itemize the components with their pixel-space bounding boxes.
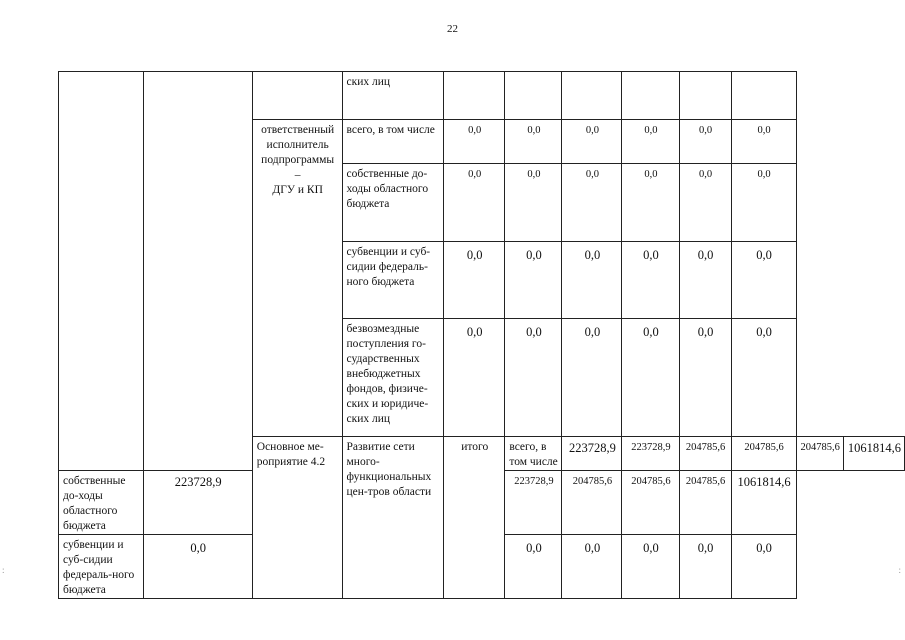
responsible-line: – <box>294 169 301 181</box>
event-label-cell: Основное ме-роприятие 4.2 <box>252 437 342 599</box>
value-cell: 0,0 <box>679 242 731 319</box>
value-cell: 0,0 <box>622 120 679 164</box>
value-cell: 0,0 <box>505 319 562 437</box>
event-name-cell-continued <box>143 72 252 471</box>
value-cell: 204785,6 <box>796 437 843 471</box>
value-cell: 0,0 <box>679 319 731 437</box>
responsible-line: исполнитель <box>266 139 329 151</box>
value-cell: 0,0 <box>731 164 796 242</box>
responsible-executor-cell <box>252 120 342 437</box>
value-cell: 0,0 <box>622 535 679 599</box>
value-cell: 0,0 <box>143 535 252 599</box>
source-cell: субвенции и суб-сидии федераль-ного бюджета <box>342 242 444 319</box>
value-cell: 0,0 <box>444 164 505 242</box>
source-cell: субвенции и суб-сидии федераль-ного бюджета <box>59 535 144 599</box>
value-cell: 0,0 <box>505 164 562 242</box>
value-cell: 0,0 <box>505 242 562 319</box>
value-cell: 0,0 <box>679 535 731 599</box>
source-cell: ских лиц <box>342 72 444 120</box>
value-cell: 0,0 <box>505 120 562 164</box>
value-cell: 0,0 <box>731 242 796 319</box>
value-cell <box>679 72 731 120</box>
value-cell: 0,0 <box>562 535 622 599</box>
responsible-line: ответственный <box>261 124 335 136</box>
value-cell: 0,0 <box>444 242 505 319</box>
value-cell: 223728,9 <box>562 437 622 471</box>
value-cell: 0,0 <box>679 164 731 242</box>
source-cell: собственные до-ходы областного бюджета <box>342 164 444 242</box>
value-cell: 223728,9 <box>622 437 679 471</box>
value-cell: 204785,6 <box>679 471 731 535</box>
value-cell: 0,0 <box>622 242 679 319</box>
value-cell: 0,0 <box>444 319 505 437</box>
page-number: 22 <box>447 23 458 35</box>
source-cell: собственные до-ходы областного бюджета <box>59 471 144 535</box>
value-cell: 0,0 <box>444 120 505 164</box>
value-cell <box>562 72 622 120</box>
value-cell: 204785,6 <box>622 471 679 535</box>
value-cell: 223728,9 <box>143 471 252 535</box>
value-cell: 0,0 <box>731 120 796 164</box>
value-cell: 0,0 <box>622 164 679 242</box>
value-cell: 0,0 <box>679 120 731 164</box>
event-name-cell: Развитие сети много-функциональных цен-тров области <box>342 437 444 599</box>
source-cell: всего, в том числе <box>505 437 562 471</box>
value-cell: 0,0 <box>622 319 679 437</box>
responsible-line: подпрограммы <box>261 154 335 166</box>
event-cell-continued <box>59 72 144 471</box>
value-cell: 223728,9 <box>505 471 562 535</box>
value-cell <box>505 72 562 120</box>
value-cell: 0,0 <box>562 120 622 164</box>
value-cell: 0,0 <box>505 535 562 599</box>
value-cell: 0,0 <box>562 242 622 319</box>
scan-edge-mark-right: : <box>898 565 901 575</box>
value-cell: 204785,6 <box>562 471 622 535</box>
value-cell: 204785,6 <box>679 437 731 471</box>
total-label-cell: итого <box>444 437 505 599</box>
scan-edge-mark-left: : <box>2 565 5 575</box>
value-cell: 1061814,6 <box>731 471 796 535</box>
value-cell <box>622 72 679 120</box>
table-row <box>59 72 905 120</box>
responsible-line: ДГУ и КП <box>272 184 323 196</box>
value-cell: 0,0 <box>731 535 796 599</box>
responsible-cell-empty <box>252 72 342 120</box>
value-cell: 1061814,6 <box>843 437 904 471</box>
value-cell: 204785,6 <box>731 437 796 471</box>
budget-table <box>58 71 905 599</box>
source-cell: всего, в том числе <box>342 120 444 164</box>
value-cell <box>731 72 796 120</box>
value-cell: 0,0 <box>562 164 622 242</box>
value-cell <box>444 72 505 120</box>
value-cell: 0,0 <box>562 319 622 437</box>
source-cell: безвозмездные поступления го-сударственных внебюджетных фондов, физиче-ских и юридиче-ских лиц <box>342 319 444 437</box>
value-cell: 0,0 <box>731 319 796 437</box>
